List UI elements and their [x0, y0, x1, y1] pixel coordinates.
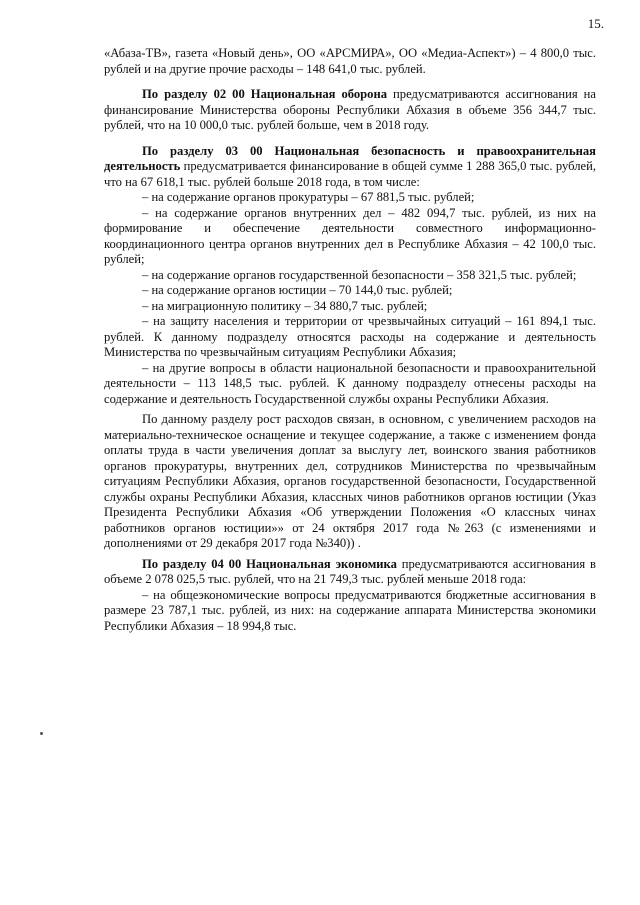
scan-dot-mark [40, 732, 43, 735]
intro-paragraph: «Абаза-ТВ», газета «Новый день», ОО «АРСМИРА», ОО «Медиа-Аспект») – 4 800,0 тыс. рублей и на другие прочие расходы – 148 641,0 тыс. рублей. [104, 46, 596, 76]
section-02-heading: По разделу 02 00 Национальная оборона [142, 87, 388, 101]
section-02-text: предусматриваются ассигнования на финансирование Министерства обороны Республики Абхазия в объеме 356 344,7 тыс. рублей, что на 10 000,0 тыс. рублей больше, чем в 2018 году. [104, 87, 597, 132]
section-03-item: – на другие вопросы в области национальной безопасности и правоохранительной деятельности – 113 148,5 тыс. рублей. К данному подразделу отнесены расходы на содержание и деятельность Государственной службы охраны Республики Абхазия. [104, 360, 596, 406]
page-number: 15. [587, 16, 604, 31]
section-04-item: – на общеэкономические вопросы предусматриваются бюджетные ассигнования в размере 23 787,1 тыс. рублей, из них: на содержание аппарата Министерства экономики Республики Абхазия – 18 994,8 тыс. [104, 587, 596, 633]
section-03-item: – на содержание органов государственной безопасности – 358 321,5 тыс. рублей; [142, 267, 577, 282]
section-04-paragraph [104, 557, 596, 588]
section-03-item: – на содержание органов внутренних дел – 482 094,7 тыс. рублей, из них на формирование и обеспечение деятельности совместного информационно-координационного центра органов внутренних дел в Республике Абхазия – 42 100,0 тыс. рублей; [104, 205, 596, 266]
section-03-text: предусматривается финансирование в общей сумме 1 288 365,0 тыс. рублей, что на 67 618,1 тыс. рублей больше 2018 года, в том числе: [104, 159, 596, 189]
section-02-paragraph [104, 87, 596, 134]
section-03-item: – на содержание органов прокуратуры – 67 881,5 тыс. рублей; [142, 190, 475, 204]
section-04-text: предусматриваются ассигнования в объеме 2 078 025,5 тыс. рублей, что на 21 749,3 тыс. рублей меньше 2018 года: [104, 556, 596, 586]
section-03-item: – на содержание органов юстиции – 70 144,0 тыс. рублей; [142, 283, 453, 297]
section-03-heading: По разделу 03 00 Национальная безопасность и правоохранительная деятельность [104, 143, 596, 173]
section-03-growth-paragraph: По данному разделу рост расходов связан, в основном, с увеличением расходов на материально-техническое оснащение и текущее содержание, а также с изменением фонда оплаты труда в части увеличения доплат за выслугу лет, воинского звания работников органов прокуратуры, внутренних дел, сотрудников Министерства по чрезвычайным ситуациям Республики Абхазия, органов государственной безопасности, Государственной службы охраны Республики Абхазия, классных чинов работников органов юстиции (Указ Президента Республики Абхазия «Об утверждении Положения «О классных чинах работников органов юстиции»» от 24 октября 2017 года №263 (с изменениями и дополнениями от 29 декабря 2017 года №340)) . [104, 412, 596, 550]
section-03-item: – на миграционную политику – 34 880,7 тыс. рублей; [142, 298, 428, 313]
section-04-heading: По разделу 04 00 Национальная экономика [142, 556, 397, 571]
section-03-paragraph [104, 144, 596, 191]
section-03-item: – на защиту населения и территории от чрезвычайных ситуаций – 161 894,1 тыс. рублей. К данному подразделу относятся расходы на содержание и деятельность Министерства по чрезвычайным ситуациям Республики Абхазия; [104, 314, 596, 359]
